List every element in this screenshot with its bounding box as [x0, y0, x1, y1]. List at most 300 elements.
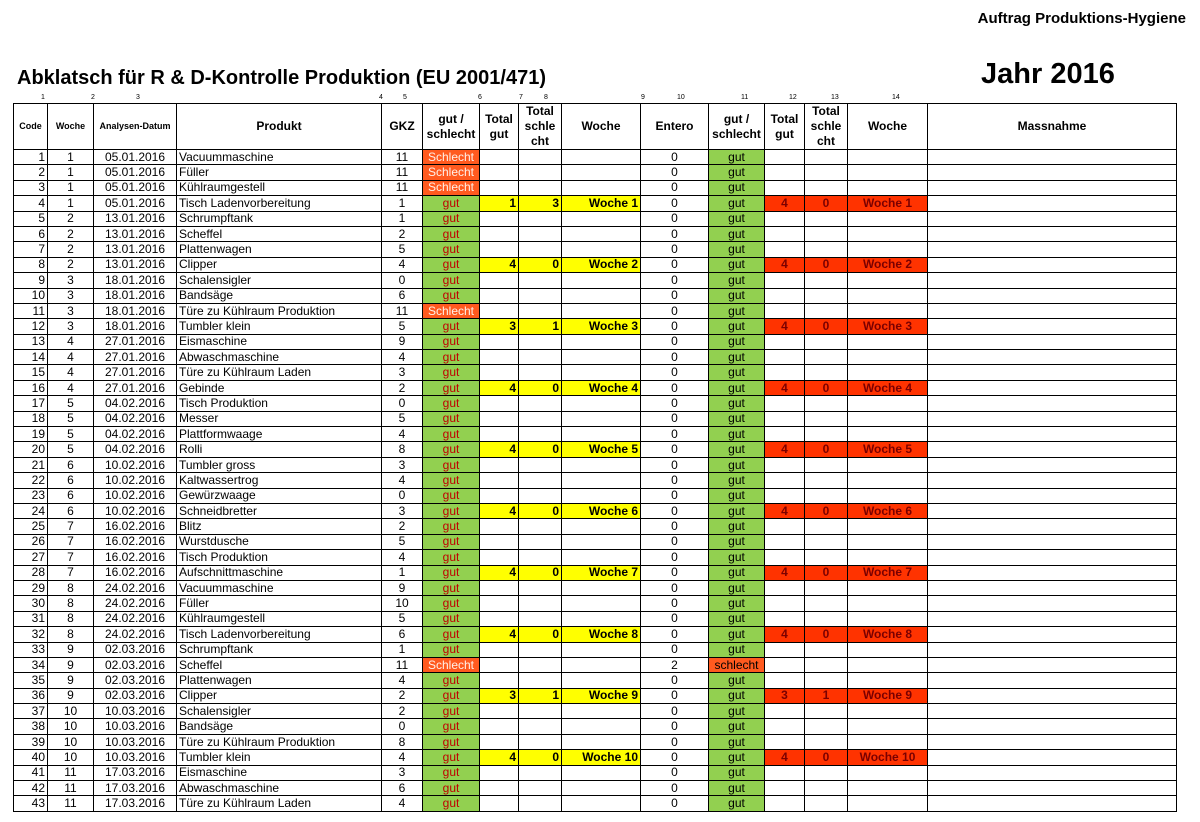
- datum-cell: 24.02.2016: [94, 611, 177, 626]
- total-schlecht-cell: [519, 411, 562, 426]
- datum-cell: 27.01.2016: [94, 380, 177, 395]
- total-schlecht-entero-cell: [805, 165, 848, 180]
- total-gut-entero-cell: [765, 165, 805, 180]
- datum-cell: 13.01.2016: [94, 257, 177, 272]
- total-schlecht-entero-cell: 0: [805, 627, 848, 642]
- total-gut-cell: [480, 580, 519, 595]
- total-schlecht-cell: 0: [519, 380, 562, 395]
- code-cell: 5: [14, 211, 48, 226]
- gut-schlecht-entero-cell: gut: [709, 519, 765, 534]
- entero-cell: 0: [641, 303, 709, 318]
- woche-cell: 2: [48, 226, 94, 241]
- gut-schlecht-entero-cell: schlecht: [709, 657, 765, 672]
- total-schlecht-entero-cell: [805, 719, 848, 734]
- woche-summary-cell: [562, 488, 641, 503]
- woche-cell: 1: [48, 196, 94, 211]
- gut-schlecht-cell: gut: [423, 211, 480, 226]
- woche-summary-cell: [562, 657, 641, 672]
- total-gut-cell: [480, 734, 519, 749]
- produkt-cell: Wurstdusche: [177, 534, 382, 549]
- datum-cell: 10.03.2016: [94, 750, 177, 765]
- produkt-cell: Türe zu Kühlraum Produktion: [177, 734, 382, 749]
- gkz-cell: 11: [382, 165, 423, 180]
- total-gut-cell: [480, 288, 519, 303]
- entero-cell: 0: [641, 442, 709, 457]
- woche-summary-cell: [562, 427, 641, 442]
- woche-entero-cell: Woche 9: [848, 688, 928, 703]
- gut-schlecht-entero-cell: gut: [709, 781, 765, 796]
- woche-entero-cell: [848, 781, 928, 796]
- massnahme-cell: [928, 334, 1177, 349]
- entero-cell: 0: [641, 165, 709, 180]
- total-schlecht-cell: [519, 642, 562, 657]
- total-gut-cell: [480, 396, 519, 411]
- woche-summary-cell: [562, 334, 641, 349]
- table-row: [14, 319, 1177, 334]
- gut-schlecht-cell: gut: [423, 488, 480, 503]
- total-schlecht-cell: [519, 150, 562, 165]
- total-gut-cell: [480, 719, 519, 734]
- total-gut-entero-cell: [765, 719, 805, 734]
- table-row: [14, 380, 1177, 395]
- woche-entero-cell: Woche 4: [848, 380, 928, 395]
- massnahme-cell: [928, 396, 1177, 411]
- datum-cell: 16.02.2016: [94, 565, 177, 580]
- total-schlecht-entero-cell: [805, 411, 848, 426]
- datum-cell: 10.02.2016: [94, 473, 177, 488]
- gut-schlecht-entero-cell: gut: [709, 611, 765, 626]
- code-cell: 8: [14, 257, 48, 272]
- gkz-cell: 4: [382, 673, 423, 688]
- woche-entero-cell: Woche 2: [848, 257, 928, 272]
- gut-schlecht-cell: gut: [423, 719, 480, 734]
- entero-cell: 0: [641, 211, 709, 226]
- massnahme-cell: [928, 503, 1177, 518]
- produkt-cell: Tisch Produktion: [177, 550, 382, 565]
- datum-cell: 05.01.2016: [94, 165, 177, 180]
- table-row: [14, 519, 1177, 534]
- datum-cell: 17.03.2016: [94, 796, 177, 811]
- woche-entero-cell: [848, 396, 928, 411]
- woche-entero-cell: [848, 796, 928, 811]
- gut-schlecht-entero-cell: gut: [709, 380, 765, 395]
- woche-summary-cell: [562, 704, 641, 719]
- total-schlecht-cell: [519, 596, 562, 611]
- gut-schlecht-cell: gut: [423, 534, 480, 549]
- code-cell: 6: [14, 226, 48, 241]
- woche-entero-cell: [848, 334, 928, 349]
- gut-schlecht-cell: gut: [423, 565, 480, 580]
- total-schlecht-entero-cell: [805, 596, 848, 611]
- massnahme-cell: [928, 781, 1177, 796]
- datum-cell: 05.01.2016: [94, 196, 177, 211]
- total-gut-entero-cell: [765, 534, 805, 549]
- total-gut-entero-cell: [765, 211, 805, 226]
- total-schlecht-cell: [519, 396, 562, 411]
- total-gut-entero-cell: [765, 350, 805, 365]
- code-cell: 23: [14, 488, 48, 503]
- total-gut-entero-cell: [765, 288, 805, 303]
- massnahme-cell: [928, 765, 1177, 780]
- massnahme-cell: [928, 165, 1177, 180]
- gkz-cell: 3: [382, 503, 423, 518]
- total-schlecht-entero-cell: 0: [805, 750, 848, 765]
- gkz-cell: 4: [382, 350, 423, 365]
- header-produkt: Produkt: [177, 104, 382, 150]
- total-gut-cell: [480, 273, 519, 288]
- entero-cell: 0: [641, 534, 709, 549]
- woche-summary-cell: [562, 550, 641, 565]
- woche-entero-cell: [848, 211, 928, 226]
- gkz-cell: 11: [382, 303, 423, 318]
- gut-schlecht-cell: gut: [423, 442, 480, 457]
- produkt-cell: Eismaschine: [177, 334, 382, 349]
- gut-schlecht-cell: gut: [423, 519, 480, 534]
- year-label: Jahr 2016: [981, 58, 1115, 90]
- massnahme-cell: [928, 257, 1177, 272]
- woche-entero-cell: [848, 488, 928, 503]
- gut-schlecht-entero-cell: gut: [709, 765, 765, 780]
- total-gut-entero-cell: [765, 473, 805, 488]
- gkz-cell: 11: [382, 657, 423, 672]
- total-gut-entero-cell: [765, 580, 805, 595]
- entero-cell: 0: [641, 319, 709, 334]
- total-gut-cell: 4: [480, 503, 519, 518]
- total-schlecht-cell: [519, 427, 562, 442]
- gut-schlecht-entero-cell: gut: [709, 442, 765, 457]
- woche-summary-cell: [562, 273, 641, 288]
- gkz-cell: 11: [382, 150, 423, 165]
- total-schlecht-cell: [519, 288, 562, 303]
- woche-summary-cell: Woche 8: [562, 627, 641, 642]
- total-schlecht-cell: [519, 580, 562, 595]
- entero-cell: 0: [641, 596, 709, 611]
- code-cell: 7: [14, 242, 48, 257]
- entero-cell: 0: [641, 688, 709, 703]
- woche-cell: 7: [48, 550, 94, 565]
- datum-cell: 05.01.2016: [94, 180, 177, 195]
- entero-cell: 0: [641, 427, 709, 442]
- entero-cell: 0: [641, 704, 709, 719]
- massnahme-cell: [928, 427, 1177, 442]
- woche-cell: 9: [48, 688, 94, 703]
- gut-schlecht-entero-cell: gut: [709, 580, 765, 595]
- produkt-cell: Blitz: [177, 519, 382, 534]
- gut-schlecht-entero-cell: gut: [709, 257, 765, 272]
- code-cell: 18: [14, 411, 48, 426]
- code-cell: 2: [14, 165, 48, 180]
- total-gut-entero-cell: [765, 596, 805, 611]
- woche-entero-cell: [848, 719, 928, 734]
- produkt-cell: Türe zu Kühlraum Laden: [177, 796, 382, 811]
- entero-cell: 0: [641, 242, 709, 257]
- woche-entero-cell: [848, 473, 928, 488]
- produkt-cell: Bandsäge: [177, 288, 382, 303]
- code-cell: 42: [14, 781, 48, 796]
- gkz-cell: 2: [382, 704, 423, 719]
- gkz-cell: 5: [382, 534, 423, 549]
- massnahme-cell: [928, 226, 1177, 241]
- gkz-cell: 1: [382, 565, 423, 580]
- gkz-cell: 4: [382, 473, 423, 488]
- total-gut-cell: [480, 704, 519, 719]
- woche-summary-cell: [562, 719, 641, 734]
- total-gut-entero-cell: 4: [765, 750, 805, 765]
- produkt-cell: Füller: [177, 165, 382, 180]
- total-schlecht-entero-cell: [805, 396, 848, 411]
- produkt-cell: Clipper: [177, 688, 382, 703]
- gut-schlecht-entero-cell: gut: [709, 488, 765, 503]
- gkz-cell: 2: [382, 688, 423, 703]
- header-datum: Analysen-Datum: [94, 104, 177, 150]
- total-gut-cell: [480, 550, 519, 565]
- total-schlecht-cell: [519, 611, 562, 626]
- gut-schlecht-entero-cell: gut: [709, 734, 765, 749]
- woche-entero-cell: [848, 519, 928, 534]
- woche-cell: 6: [48, 473, 94, 488]
- total-schlecht-entero-cell: 0: [805, 565, 848, 580]
- total-gut-cell: [480, 334, 519, 349]
- produkt-cell: Schneidbretter: [177, 503, 382, 518]
- produkt-cell: Türe zu Kühlraum Laden: [177, 365, 382, 380]
- datum-cell: 18.01.2016: [94, 273, 177, 288]
- gut-schlecht-cell: gut: [423, 734, 480, 749]
- total-gut-entero-cell: [765, 657, 805, 672]
- total-gut-entero-cell: [765, 150, 805, 165]
- colnum: 1: [41, 94, 45, 101]
- total-gut-entero-cell: 4: [765, 503, 805, 518]
- gkz-cell: 9: [382, 334, 423, 349]
- gut-schlecht-cell: gut: [423, 642, 480, 657]
- total-schlecht-cell: [519, 242, 562, 257]
- table-row: [14, 165, 1177, 180]
- table-body: [14, 150, 1177, 812]
- entero-cell: 0: [641, 503, 709, 518]
- datum-cell: 18.01.2016: [94, 319, 177, 334]
- total-schlecht-entero-cell: [805, 457, 848, 472]
- total-schlecht-cell: [519, 534, 562, 549]
- datum-cell: 13.01.2016: [94, 211, 177, 226]
- total-schlecht-entero-cell: [805, 350, 848, 365]
- total-gut-cell: [480, 180, 519, 195]
- gut-schlecht-cell: gut: [423, 503, 480, 518]
- woche-cell: 8: [48, 611, 94, 626]
- gkz-cell: 4: [382, 427, 423, 442]
- gut-schlecht-entero-cell: gut: [709, 196, 765, 211]
- total-gut-entero-cell: [765, 765, 805, 780]
- datum-cell: 16.02.2016: [94, 534, 177, 549]
- total-schlecht-entero-cell: [805, 534, 848, 549]
- woche-summary-cell: [562, 396, 641, 411]
- total-schlecht-entero-cell: [805, 580, 848, 595]
- colnum: 10: [677, 94, 685, 101]
- table-row: [14, 550, 1177, 565]
- total-schlecht-entero-cell: [805, 180, 848, 195]
- total-gut-entero-cell: [765, 611, 805, 626]
- total-gut-entero-cell: 4: [765, 627, 805, 642]
- total-schlecht-entero-cell: 0: [805, 196, 848, 211]
- woche-entero-cell: [848, 350, 928, 365]
- colnum: 13: [831, 94, 839, 101]
- massnahme-cell: [928, 288, 1177, 303]
- gkz-cell: 8: [382, 734, 423, 749]
- woche-cell: 3: [48, 288, 94, 303]
- total-gut-entero-cell: [765, 411, 805, 426]
- produkt-cell: Schalensigler: [177, 704, 382, 719]
- datum-cell: 24.02.2016: [94, 596, 177, 611]
- produkt-cell: Tisch Produktion: [177, 396, 382, 411]
- woche-cell: 1: [48, 150, 94, 165]
- gut-schlecht-cell: gut: [423, 319, 480, 334]
- gut-schlecht-cell: Schlecht: [423, 303, 480, 318]
- woche-cell: 11: [48, 796, 94, 811]
- gut-schlecht-cell: gut: [423, 596, 480, 611]
- total-gut-cell: [480, 457, 519, 472]
- code-cell: 29: [14, 580, 48, 595]
- datum-cell: 04.02.2016: [94, 396, 177, 411]
- produkt-cell: Schrumpftank: [177, 211, 382, 226]
- datum-cell: 04.02.2016: [94, 442, 177, 457]
- total-schlecht-cell: [519, 165, 562, 180]
- entero-cell: 0: [641, 765, 709, 780]
- produkt-cell: Plattformwaage: [177, 427, 382, 442]
- woche-entero-cell: Woche 5: [848, 442, 928, 457]
- entero-cell: 0: [641, 565, 709, 580]
- code-cell: 19: [14, 427, 48, 442]
- total-gut-entero-cell: [765, 734, 805, 749]
- gut-schlecht-cell: gut: [423, 473, 480, 488]
- entero-cell: 0: [641, 257, 709, 272]
- gkz-cell: 3: [382, 457, 423, 472]
- total-schlecht-cell: [519, 226, 562, 241]
- woche-summary-cell: Woche 7: [562, 565, 641, 580]
- gkz-cell: 10: [382, 596, 423, 611]
- produkt-cell: Plattenwagen: [177, 673, 382, 688]
- gut-schlecht-cell: Schlecht: [423, 657, 480, 672]
- total-gut-cell: [480, 781, 519, 796]
- woche-entero-cell: [848, 273, 928, 288]
- woche-summary-cell: Woche 10: [562, 750, 641, 765]
- table-row: [14, 334, 1177, 349]
- gkz-cell: 2: [382, 519, 423, 534]
- entero-cell: 0: [641, 411, 709, 426]
- gut-schlecht-cell: gut: [423, 396, 480, 411]
- table-row: [14, 442, 1177, 457]
- woche-cell: 9: [48, 642, 94, 657]
- gut-schlecht-cell: gut: [423, 765, 480, 780]
- total-gut-cell: 3: [480, 319, 519, 334]
- woche-cell: 10: [48, 704, 94, 719]
- code-cell: 17: [14, 396, 48, 411]
- colnum: 8: [544, 94, 548, 101]
- massnahme-cell: [928, 211, 1177, 226]
- woche-summary-cell: [562, 365, 641, 380]
- table-row: [14, 688, 1177, 703]
- header-code: Code: [14, 104, 48, 150]
- massnahme-cell: [928, 457, 1177, 472]
- massnahme-cell: [928, 303, 1177, 318]
- total-gut-cell: [480, 796, 519, 811]
- produkt-cell: Gebinde: [177, 380, 382, 395]
- header-total-schlecht-entero: Total schle cht: [805, 104, 848, 150]
- entero-cell: 0: [641, 273, 709, 288]
- total-gut-cell: [480, 642, 519, 657]
- gkz-cell: 1: [382, 642, 423, 657]
- woche-cell: 3: [48, 319, 94, 334]
- total-schlecht-entero-cell: [805, 611, 848, 626]
- datum-cell: 02.03.2016: [94, 688, 177, 703]
- total-schlecht-cell: [519, 488, 562, 503]
- total-schlecht-cell: [519, 303, 562, 318]
- datum-cell: 10.03.2016: [94, 704, 177, 719]
- datum-cell: 10.03.2016: [94, 719, 177, 734]
- gkz-cell: 0: [382, 719, 423, 734]
- total-schlecht-entero-cell: [805, 288, 848, 303]
- total-schlecht-cell: 3: [519, 196, 562, 211]
- table-row: [14, 396, 1177, 411]
- gut-schlecht-entero-cell: gut: [709, 719, 765, 734]
- woche-cell: 10: [48, 719, 94, 734]
- code-cell: 33: [14, 642, 48, 657]
- total-gut-entero-cell: [765, 673, 805, 688]
- gut-schlecht-entero-cell: gut: [709, 503, 765, 518]
- gut-schlecht-cell: gut: [423, 688, 480, 703]
- gut-schlecht-entero-cell: gut: [709, 180, 765, 195]
- table-row: [14, 350, 1177, 365]
- table-row: [14, 719, 1177, 734]
- woche-entero-cell: [848, 596, 928, 611]
- total-schlecht-entero-cell: [805, 796, 848, 811]
- total-schlecht-entero-cell: [805, 519, 848, 534]
- code-cell: 43: [14, 796, 48, 811]
- table-row: [14, 303, 1177, 318]
- woche-entero-cell: [848, 580, 928, 595]
- gkz-cell: 6: [382, 627, 423, 642]
- total-gut-cell: [480, 350, 519, 365]
- gut-schlecht-cell: Schlecht: [423, 150, 480, 165]
- gut-schlecht-cell: gut: [423, 781, 480, 796]
- entero-cell: 0: [641, 719, 709, 734]
- woche-cell: 4: [48, 334, 94, 349]
- table-row: [14, 673, 1177, 688]
- gut-schlecht-entero-cell: gut: [709, 150, 765, 165]
- woche-summary-cell: [562, 519, 641, 534]
- datum-cell: 18.01.2016: [94, 303, 177, 318]
- total-gut-entero-cell: 3: [765, 688, 805, 703]
- massnahme-cell: [928, 242, 1177, 257]
- woche-cell: 3: [48, 303, 94, 318]
- total-schlecht-entero-cell: 1: [805, 688, 848, 703]
- gut-schlecht-cell: gut: [423, 242, 480, 257]
- total-gut-cell: 4: [480, 750, 519, 765]
- code-cell: 3: [14, 180, 48, 195]
- total-gut-entero-cell: [765, 396, 805, 411]
- total-schlecht-cell: [519, 673, 562, 688]
- colnum: 11: [741, 94, 749, 101]
- woche-summary-cell: [562, 411, 641, 426]
- code-cell: 12: [14, 319, 48, 334]
- total-gut-entero-cell: [765, 334, 805, 349]
- gut-schlecht-cell: gut: [423, 673, 480, 688]
- total-schlecht-entero-cell: 0: [805, 503, 848, 518]
- hygiene-table: [13, 103, 1177, 812]
- gut-schlecht-entero-cell: gut: [709, 319, 765, 334]
- woche-entero-cell: [848, 303, 928, 318]
- total-gut-cell: [480, 242, 519, 257]
- code-cell: 35: [14, 673, 48, 688]
- massnahme-cell: [928, 596, 1177, 611]
- total-gut-cell: [480, 303, 519, 318]
